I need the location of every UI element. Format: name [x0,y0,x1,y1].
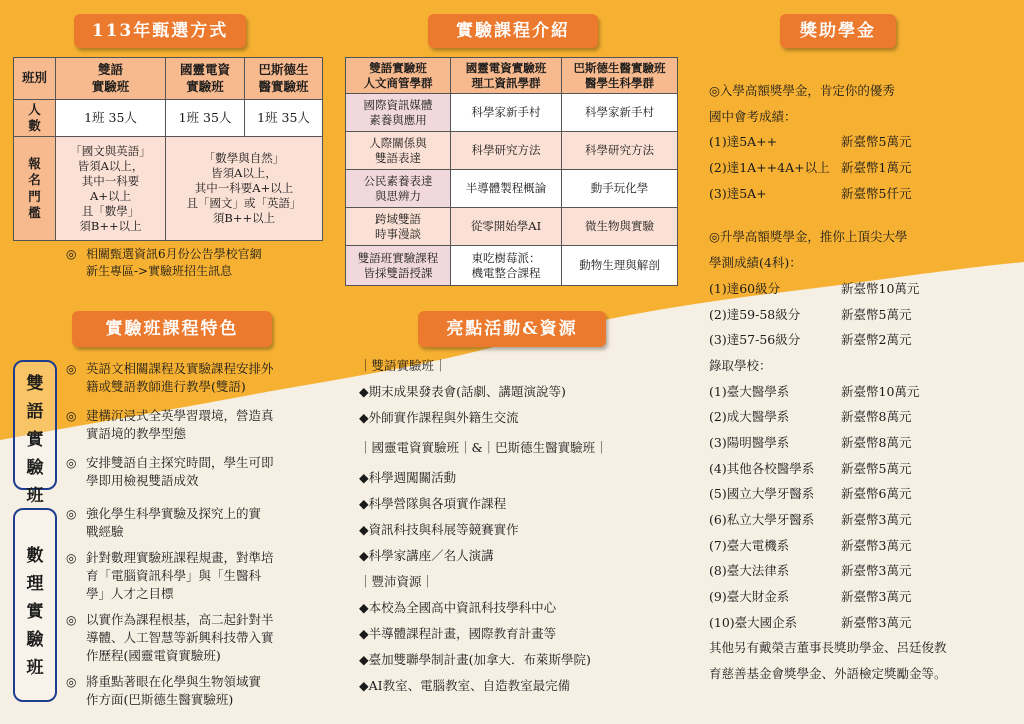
item-label: (1)臺大醫學系 [709,383,790,399]
scholarship-body [709,78,1019,687]
scholarship-footer: 其他另有戴榮吉董事長獎助學金、呂廷俊教 育慈善基金會獎學金、外語檢定獎勵金等。 [709,640,947,682]
item-label: (1)達60級分 [709,280,781,296]
school-item [709,558,1019,584]
bilingual-class-label: 雙 語 實 驗 班 [13,360,57,490]
selection-note-text: 相關甄選資訊6月份公告學校官網 新生專區->實驗班招生訊息 [86,247,262,278]
course-cell: 半導體製程概論 [451,170,562,208]
course-cell: 動物生理與解剖 [562,246,678,286]
course-cell: 跨域雙語 時事漫談 [346,208,451,246]
school-item [709,507,1019,533]
science-features [66,505,336,709]
courses-heading: 實驗課程介紹 [428,14,598,48]
circle-bullet-icon: ◎ [66,675,77,689]
entry-item [709,155,1019,181]
item-label: (4)其他各校醫學系 [709,460,815,476]
item-label: (3)陽明醫學系 [709,434,790,450]
bilingual-features [66,360,336,490]
threshold-label: 報 名 門 檻 [14,137,56,241]
course-cell: 科學家新手村 [562,94,678,132]
entry-item [709,181,1019,207]
science-class-label: 數 理 實 驗 班 [13,508,57,702]
header-pasteur: 巴斯德生 醫實驗班 [245,58,323,100]
selection-table [13,57,323,241]
item-label: (8)臺大法律系 [709,563,790,579]
item-label: (9)臺大財金系 [709,589,790,605]
feature-text: 將重點著眼在化學與生物領域實 作方面(巴斯德生醫實驗班) [86,674,262,707]
count-nationalspirit: 1班 35人 [166,100,245,137]
circle-bullet-icon: ◎ [66,362,77,376]
item-amount: 新臺幣3萬元 [841,512,912,527]
admission-label: 錄取學校： [709,357,772,373]
item-amount: 新臺幣10萬元 [841,280,920,296]
feature-text: 強化學生科學實驗及探究上的實 戰經驗 [86,506,262,539]
threshold-science: 「數學與自然」 皆須A以上， 其中一科要A+以上 且「國文」或「英語」 須B++以上 [166,137,323,241]
feature-item [66,611,336,665]
highlight-line: ◆期末成果發表會(話劇、講題演說等) [359,384,566,399]
item-label: (10)臺大國企系 [709,614,798,630]
item-amount: 新臺幣3萬元 [841,614,912,630]
highlight-line: ◆半導體課程計畫，國際教育計畫等 [359,626,557,641]
circle-bullet-icon: ◎ [66,409,77,423]
school-item [709,379,1019,405]
course-header-nationalspirit: 國靈電資實驗班 理工資訊學群 [451,58,562,94]
highlight-line: ◆本校為全國高中資訊科技學科中心 [359,600,557,615]
header-class: 班別 [14,58,56,100]
item-amount: 新臺幣5仟元 [841,185,912,201]
selection-heading: 113年甄選方式 [74,14,246,48]
item-label: (3)達5A+ [709,185,767,201]
item-amount: 新臺幣10萬元 [841,383,920,399]
school-item [709,404,1019,430]
item-amount: 新臺幣5萬元 [841,134,912,150]
promotion-title: ◎升學高額獎學金，推你上頂尖大學 [709,229,908,245]
circle-bullet-icon: ◎ [66,551,77,565]
item-amount: 新臺幣8萬元 [841,434,912,450]
courses-table [345,57,678,286]
course-cell: 國際資訊媒體 素養與應用 [346,94,451,132]
course-cell: 東吃樹莓派： 機電整合課程 [451,246,562,286]
item-amount: 新臺幣5萬元 [841,460,912,476]
item-label: (6)私立大學牙醫系 [709,512,815,527]
item-amount: 新臺幣3萬元 [841,563,912,579]
scholarship-heading: 獎助學金 [780,14,896,48]
school-item [709,533,1019,559]
course-cell: 從零開始學AI [451,208,562,246]
item-amount: 新臺幣6萬元 [841,486,912,502]
item-amount: 新臺幣2萬元 [841,332,912,348]
feature-text: 針對數理實驗班課程規畫，對準培 育「電腦資訊科學」與「生醫科 學」人才之目標 [86,550,274,601]
promotion-subtitle: 學測成績(4科)： [709,255,802,271]
highlight-line: ◆AI教室、電腦教室、自造教室最完備 [359,678,571,693]
course-cell: 微生物與實驗 [562,208,678,246]
course-cell: 科學研究方法 [562,132,678,170]
feature-item [66,549,336,603]
promotion-item [709,302,1019,328]
item-amount: 新臺幣3萬元 [841,537,912,553]
item-amount: 新臺幣1萬元 [841,160,912,176]
highlight-line: ◆科學週闖關活動 [359,470,457,485]
header-bilingual: 雙語 實驗班 [56,58,166,100]
item-amount: 新臺幣3萬元 [841,589,912,605]
highlights-list [359,353,689,699]
item-label: (2)達59-58級分 [709,306,801,322]
highlight-line: ｜雙語實驗班｜ [359,358,447,373]
promotion-item [709,327,1019,353]
features-heading: 實驗班課程特色 [72,311,272,347]
feature-item [66,407,336,443]
course-cell: 動手玩化學 [562,170,678,208]
highlight-line: ◆資訊科技與科展等競賽實作 [359,522,519,537]
count-label: 人 數 [14,100,56,137]
feature-item [66,360,336,396]
school-item [709,456,1019,482]
course-header-pasteur: 巴斯德生醫實驗班 醫學生科學群 [562,58,678,94]
feature-text: 安排雙語自主探究時間，學生可即 學即用檢視雙語成效 [86,455,274,488]
highlight-line: ◆外師實作課程與外籍生交流 [359,410,519,425]
school-item [709,481,1019,507]
item-label: (1)達5A++ [709,134,778,150]
course-cell: 科學家新手村 [451,94,562,132]
item-amount: 新臺幣8萬元 [841,409,912,425]
course-cell: 人際關係與 雙語表達 [346,132,451,170]
highlight-line: ◆科學家講座／名人演講 [359,548,494,563]
feature-text: 建構沉浸式全英學習環境，營造真 實語境的教學型態 [86,408,274,441]
item-label: (2)達1A++4A+以上 [709,160,830,176]
highlights-heading: 亮點活動&資源 [418,311,606,347]
count-pasteur: 1班 35人 [245,100,323,137]
course-cell: 公民素養表達 與思辨力 [346,170,451,208]
highlight-line: ｜豐沛資源｜ [359,574,435,589]
course-cell: 雙語班實驗課程 皆採雙語授課 [346,246,451,286]
circle-bullet-icon: ◎ [66,507,77,521]
header-nationalspirit: 國靈電資 實驗班 [166,58,245,100]
school-item [709,610,1019,636]
highlight-line: ◆科學營隊與各項實作課程 [359,496,507,511]
feature-item [66,454,336,490]
highlight-line: ｜國靈電資實驗班｜&｜巴斯德生醫實驗班｜ [359,440,608,455]
feature-text: 以實作為課程根基，高二起針對半 導體、人工智慧等新興科技帶入實 作歷程(國靈電資實驗班) [86,612,274,663]
promotion-item [709,276,1019,302]
school-item [709,584,1019,610]
entry-title: ◎入學高額獎學金，肯定你的優秀 [709,83,895,98]
course-header-bilingual: 雙語實驗班 人文商管學群 [346,58,451,94]
feature-item [66,673,336,709]
entry-item [709,129,1019,155]
threshold-bilingual: 「國文與英語」 皆須A以上， 其中一科要 A+以上 且「數學」 須B++以上 [56,137,166,241]
course-cell: 科學研究方法 [451,132,562,170]
entry-subtitle: 國中會考成績： [709,108,797,124]
item-label: (3)達57-56級分 [709,332,801,348]
school-item [709,430,1019,456]
item-amount: 新臺幣5萬元 [841,306,912,322]
feature-text: 英語文相關課程及實驗課程安排外 籍或雙語教師進行教學(雙語) [86,361,274,394]
item-label: (2)成大醫學系 [709,409,790,425]
circle-bullet-icon: ◎ [66,247,77,261]
item-label: (7)臺大電機系 [709,537,790,553]
item-label: (5)國立大學牙醫系 [709,486,815,502]
circle-bullet-icon: ◎ [66,456,77,470]
feature-item [66,505,336,541]
count-bilingual: 1班 35人 [56,100,166,137]
selection-note [66,246,336,280]
circle-bullet-icon: ◎ [66,613,77,627]
highlight-line: ◆臺加雙聯學制計畫(加拿大．布萊斯學院) [359,652,591,667]
